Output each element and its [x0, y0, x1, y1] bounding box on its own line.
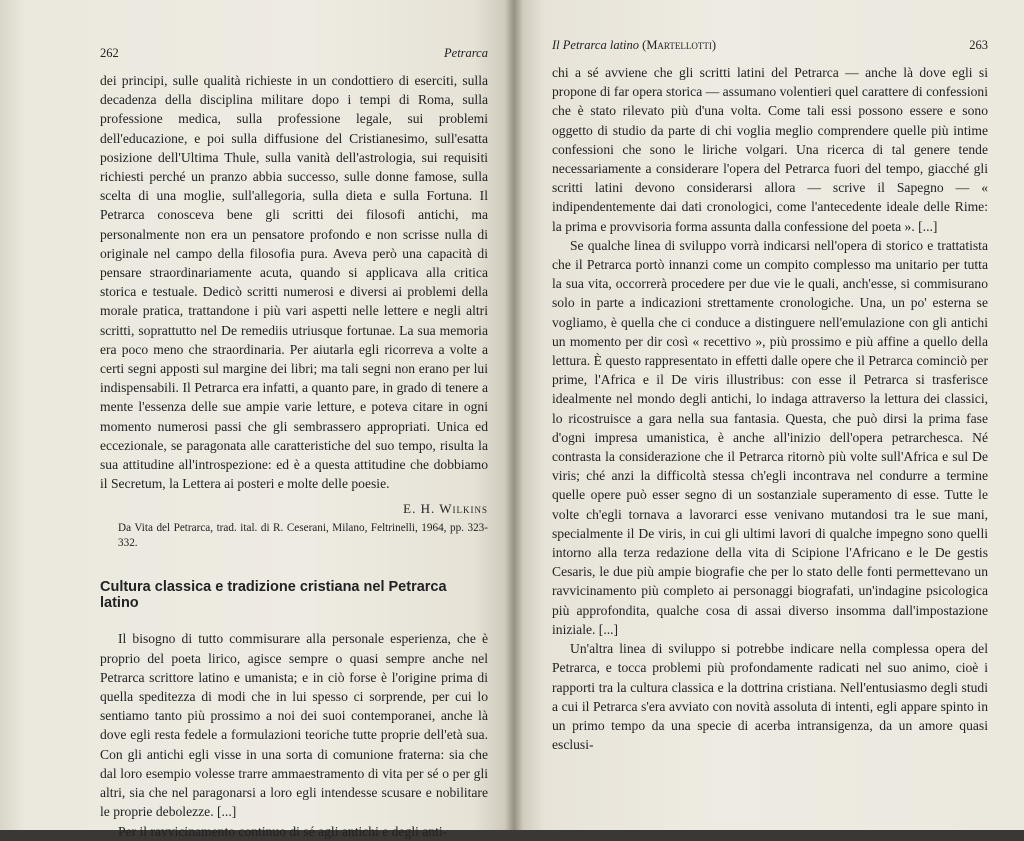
- left-page-number: 262: [100, 46, 119, 60]
- right-page-number: 263: [969, 38, 988, 52]
- left-running-head: [100, 46, 488, 61]
- left-paragraph-1: dei principi, sulle qualità richieste in un condottiero di eserciti, sulla decadenza della disciplina militare dopo i tempi di Roma, sulla professione medica, sulla professione legale, sui problemi dell'educazione, e poi sulla diffusione del Cristianesimo, sull'esatta posizione dell'Ultima Thule, sulla vanità dell'astrologia, sui requisiti richiesti perché un pranzo abbia successo, sulle donne famose, sulla scelta di una moglie, sull'allegoria, sulla dieta e sulla Fortuna. Il Petrarca conosceva bene gli scritti dei filosofi antichi, ma personalmente non era un pensatore profondo e non scrisse nulla di originale nel campo della filosofia pura. Aveva però una capacità di pensare straordinariamente acuta, quando si applicava alla critica storica e testuale. Dedicò scritti numerosi e diversi ai problemi della morale pratica, trattandone i più vari aspetti nelle lettere e negli altri scritti, soprattutto nel De remediis utriusque fortunae. La sua memoria era poco meno che straordinaria. Per aiutarla egli ricorreva a volte a certi segni apposti sul margine dei libri; ma tali segni non erano per lui indispensabili. Il Petrarca era infatti, a quanto pare, in grado di tenere a mente l'essenza delle sue ampie varie letture, e poteva citare in ogni momento numerosi passi che gli sembrassero appropriati. Unica ed eccezionale, se paragonata alle caratteristiche del suo tempo, risulta la sua attitudine all'introspezione: ed è a questa attitudine che dobbiamo il Secretum, la Lettera ai posteri e molte delle poesie.: [100, 73, 488, 492]
- left-paragraph-3: Per il ravvicinamento continuo di sé agli antichi e degli anti-: [118, 823, 448, 839]
- left-page-content: [100, 46, 488, 841]
- left-running-title: Petrarca: [444, 46, 488, 60]
- right-paragraph-1: chi a sé avviene che gli scritti latini del Petrarca — anche là dove egli si propone di far opera storica — assumano volentieri quel carattere di confessioni che è stato rilevato più d'una volta. Come tali essi possono essere e sono oggetto di studio da parte di chi voglia meglio comprendere quelle più intime confessioni che sono le liriche volgari. Una ricerca di tal genere tende necessariamente a considerare l'opera del Petrarca fuori del tempo, giacché gli scritti latini devono considerarsi allora — scrive il Sapegno — « indipendentemente dai dati cronologici, come l'antecedente ideale delle Rime: la prima e provvisoria forma assunta dalla confessione del poeta ». [...]: [552, 65, 988, 234]
- right-paragraph-2: Se qualche linea di sviluppo vorrà indicarsi nell'opera di storico e trattatista che il Petrarca portò innanzi come un compito complesso ma unitario per tutta la sua vita, occorrerà procedere per due vie le quali, anch'esse, si commisurano solo in parte a indicazioni strettamente cronologiche. Una, un po' esterna se vogliamo, è quella che ci conduce a distinguere nell'emulazione con gli antichi un momento per dir così « recettivo », più prossimo e più affine a quello della lettura. È questo rappresentato in effetti dalle opere che il Petrarca cominciò per prime, l'Africa e il De viris illustribus: con esse il Petrarca si trasferisce idealmente nel mondo degli antichi, lo indaga attraverso la lettura dei classici, lo ricostruisce a gara nella sua fantasia. Questa, che può dirsi la prima fase d'ogni impresa umanistica, è anche all'inizio dell'opera petrarchesca. Né contrasta la considerazione che il Petrarca ritornò più volte sull'Africa e sul De viris; ché anzi la difficoltà stessa ch'egli incontrava nel condurre a termine quelle opere può esser segno di un sostanziale superamento di esse. Tutte le volte ch'egli tornava a lavorarci esse venivano mutandosi tra le sue mani, specialmente il De viris, in cui gli ultimi lavori di qualche impegno sono quelli intorno alla terza redazione della vita di Scipione l'Africano e le De gestis Cesaris, le due più ampie biografie che per lo stato delle fonti permettevano un ravvicinamento più completo ai personaggi biografati, un'indagine psicologica più approfondita, qualche cosa di assai diverso insomma dall'impostazione iniziale. [...]: [552, 237, 988, 637]
- right-page-content: [552, 38, 988, 754]
- section-title: Cultura classica e tradizione cristiana nel Petrarca latino: [100, 579, 447, 612]
- right-paragraph-3: Un'altra linea di sviluppo si potrebbe indicare nella complessa opera del Petrarca, e tocca problemi più profondamente radicati nel suo animo, cioè i rapporti tra la cultura classica e la dottrina cristiana. Nell'entusiasmo degli studi a cui il Petrarca s'era avviato con novità assoluta di intenti, egli appare spinto in un primo tempo da una specie di acerba intransigenza, da un amore quasi esclusi-: [552, 641, 988, 753]
- right-running-author: (Martellotti): [642, 38, 717, 52]
- right-running-head: [552, 38, 988, 53]
- right-running-title-group: [552, 38, 716, 53]
- left-paragraph-2: Il bisogno di tutto commisurare alla personale esperienza, che è proprio del poeta lirico, agisce sempre o quasi sempre anche nel Petrarca scrittore latino e umanista; e in ciò forse è l'origine prima di quella speditezza di modi che in lui spesso ci sorprende, per cui lo sentiamo tanto più prossimo a noi dei suoi contemporanei, anche là dove egli resta fedele a formulazioni teoriche tutte proprie dell'età sua. Con gli antichi egli visse in una sorta di comunione fraterna: sia che dal loro esempio volesse trarre ammaestramento di vita per sé o per gli altri, sia che nel paragonarsi a loro egli intendesse scusare e nobilitare le proprie debolezze. [...]: [100, 631, 488, 820]
- right-running-title: Il Petrarca latino: [552, 38, 640, 52]
- right-page: [514, 0, 1024, 830]
- excerpt-author: E. H. Wilkins: [403, 501, 488, 517]
- book-gutter-shadow: [505, 0, 523, 830]
- excerpt-source: Da Vita del Petrarca, trad. ital. di R. Ceserani, Milano, Feltrinelli, 1964, pp. 323-332.: [118, 522, 488, 550]
